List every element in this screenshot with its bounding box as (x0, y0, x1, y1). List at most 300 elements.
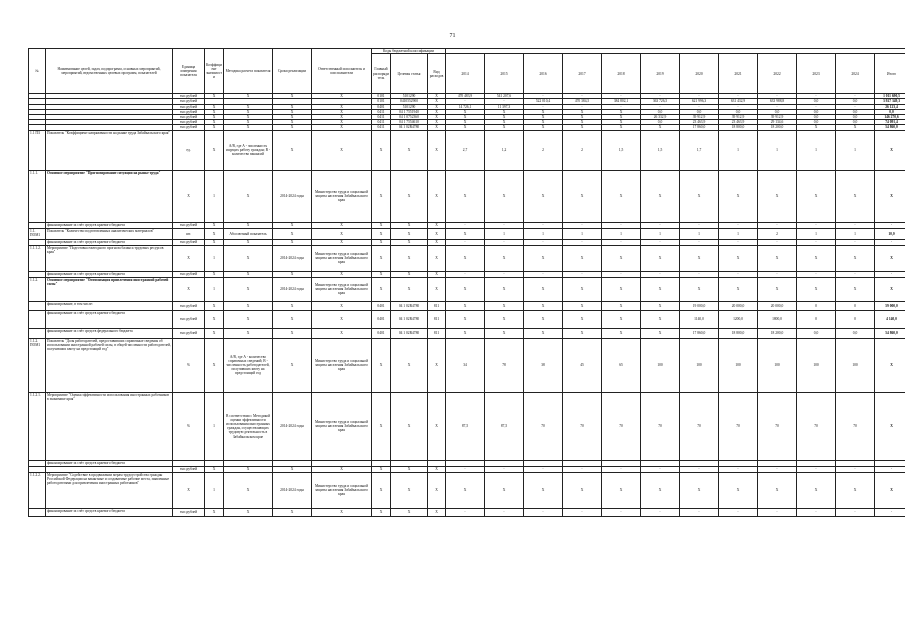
cell-year-value: 100 (758, 338, 797, 392)
cell-resp: X (312, 239, 372, 245)
cell-year-value: - (602, 508, 641, 516)
cell-resp: X (312, 109, 372, 114)
cell-year-value: - (680, 508, 719, 516)
cell-year-value: 38 (524, 338, 563, 392)
cell-year-value: 0 (797, 310, 836, 328)
cell-year-value: X (797, 125, 836, 130)
cell-main: X (372, 170, 391, 222)
cell-year-value: 87,5 (485, 392, 524, 460)
cell-year-value: X (446, 125, 485, 130)
cell-num: 1.1.2.2. (29, 472, 46, 508)
cell-year-value: X (797, 245, 836, 271)
cell-coef: X (205, 130, 224, 170)
table-row (29, 301, 905, 310)
cell-year-value: 39 912,9 (680, 115, 719, 120)
cell-resp: X (312, 120, 372, 125)
cell-article: 04 1 0752360 (391, 115, 428, 120)
cell-method: X (224, 115, 273, 120)
cell-resp: Министерство труда и социальной защиты населения Забайкальского края (312, 392, 372, 460)
cell-year-value: X (797, 277, 836, 301)
cell-name: финансирование за счёт средств краевого бюджета (46, 460, 173, 466)
cell-year-value: - (563, 104, 602, 109)
cell-total: X (875, 130, 905, 170)
cell-year-value: - (758, 239, 797, 245)
cell-year-value: - (524, 104, 563, 109)
cell-year-value: 1,2 (485, 130, 524, 170)
cell-year-value: - (602, 104, 641, 109)
header-unit: Единица измерения показателя (173, 49, 205, 94)
cell-year-value: - (446, 239, 485, 245)
cell-exptype: 811 (428, 310, 446, 328)
cell-year-value: X (758, 170, 797, 222)
program-table-container (28, 48, 901, 517)
cell-article: 04 1 7551940 (391, 109, 428, 114)
cell-year-value: 1,5 (641, 130, 680, 170)
cell-year-value: - (563, 94, 602, 99)
cell-year-value: - (524, 94, 563, 99)
cell-method: X (224, 472, 273, 508)
cell-name: финансирование за счёт средств федерального бюджета (46, 328, 173, 338)
cell-resp: Министерство труда и социальной защиты населения Забайкальского края (312, 170, 372, 222)
cell-year-value: - (680, 466, 719, 472)
cell-article: X (391, 228, 428, 239)
cell-main: 0401 (372, 310, 391, 328)
cell-article: X (391, 170, 428, 222)
cell-year-value: X (563, 120, 602, 125)
cell-name: Показатель "Коэффициент напряженности на рынке труда Забайкальского края" (46, 130, 173, 170)
cell-exptype: X (428, 120, 446, 125)
cell-exptype: X (428, 466, 446, 472)
cell-year-value: X (797, 472, 836, 508)
cell-term: X (273, 338, 312, 392)
cell-method: X (224, 328, 273, 338)
cell-exptype: X (428, 115, 446, 120)
cell-term: X (273, 508, 312, 516)
cell-year-value: X (485, 115, 524, 120)
header-year: 2019 (641, 54, 680, 94)
cell-year-value: X (446, 109, 485, 114)
cell-resp: X (312, 466, 372, 472)
cell-year-value: 70 (524, 392, 563, 460)
cell-year-value: 0,0 (797, 99, 836, 104)
cell-year-value: X (446, 170, 485, 222)
cell-year-value: - (797, 222, 836, 228)
cell-year-value: 0,0 (836, 115, 875, 120)
cell-total: 4 140,0 (875, 310, 905, 328)
cell-year-value: X (446, 310, 485, 328)
cell-year-value: - (836, 508, 875, 516)
cell-method: X (224, 508, 273, 516)
cell-method: А/В, где А - численность ищущих работу граждан; В - количество вакансий (224, 130, 273, 170)
cell-year-value: 0,0 (758, 109, 797, 114)
cell-year-value: 0,0 (797, 328, 836, 338)
cell-resp: X (312, 328, 372, 338)
header-year: 2021 (719, 54, 758, 94)
cell-main: X (372, 228, 391, 239)
cell-year-value: X (563, 310, 602, 328)
cell-year-value: 1,5 (602, 130, 641, 170)
cell-coef: X (205, 466, 224, 472)
cell-year-value: - (563, 222, 602, 228)
cell-resp: Министерство труда и социальной защиты населения Забайкальского края (312, 245, 372, 271)
cell-main: 0411 (372, 115, 391, 120)
cell-year-value: X (602, 472, 641, 508)
cell-exptype: X (428, 338, 446, 392)
cell-year-value: - (758, 104, 797, 109)
cell-year-value: - (836, 271, 875, 277)
cell-year-value: 384 802,1 (602, 99, 641, 104)
cell-year-value: X (524, 120, 563, 125)
cell-method: X (224, 170, 273, 222)
cell-coef: X (205, 310, 224, 328)
cell-coef: X (205, 120, 224, 125)
cell-year-value: X (641, 328, 680, 338)
cell-year-value: 23 463,9 (719, 120, 758, 125)
cell-year-value: 633 988,8 (758, 99, 797, 104)
cell-year-value: 1 (797, 130, 836, 170)
cell-coef: X (205, 94, 224, 99)
table-row (29, 338, 905, 392)
cell-article: 0410552900 (391, 99, 428, 104)
header-year: 2022 (758, 54, 797, 94)
cell-resp: X (312, 222, 372, 228)
cell-year-value: 11 397,3 (485, 104, 524, 109)
cell-year-value: X (836, 277, 875, 301)
cell-resp: X (312, 228, 372, 239)
cell-exptype: X (428, 109, 446, 114)
cell-year-value: - (563, 271, 602, 277)
cell-year-value: 2,7 (446, 130, 485, 170)
cell-year-value: - (719, 271, 758, 277)
cell-term: X (273, 109, 312, 114)
cell-main: X (372, 392, 391, 460)
cell-year-value: X (485, 170, 524, 222)
table-row (29, 228, 905, 239)
cell-exptype: X (428, 392, 446, 460)
cell-year-value: X (446, 301, 485, 310)
cell-resp: X (312, 125, 372, 130)
cell-num: 1.1 ПЗ (29, 130, 46, 170)
cell-unit: тыс.рублей (173, 239, 205, 245)
cell-year-value: X (563, 109, 602, 114)
cell-year-value: 17 860,0 (680, 328, 719, 338)
cell-year-value: - (602, 239, 641, 245)
cell-year-value: - (797, 271, 836, 277)
cell-year-value: - (719, 239, 758, 245)
cell-method: X (224, 104, 273, 109)
cell-unit: ед. (173, 130, 205, 170)
cell-year-value: X (446, 228, 485, 239)
cell-unit: тыс.рублей (173, 115, 205, 120)
cell-year-value: - (485, 99, 524, 104)
cell-year-value: - (524, 466, 563, 472)
cell-year-value: 1 (836, 228, 875, 239)
cell-year-value: - (641, 104, 680, 109)
cell-coef: 1 (205, 392, 224, 460)
cell-exptype: X (428, 508, 446, 516)
cell-unit: шт. (173, 228, 205, 239)
header-main-manager: Главный распорядитель (372, 54, 391, 94)
cell-total: 1 011 690,5 (875, 94, 905, 99)
cell-coef: X (205, 104, 224, 109)
cell-year-value: - (446, 271, 485, 277)
cell-year-value: - (446, 99, 485, 104)
cell-year-value: 621 996,3 (680, 99, 719, 104)
cell-name: Показатель "Доля работодателей, предоставивших справочные сведения об использовании иностранной рабочей силы, в общей численности работодателей, получивших квоту на предстоящий год" (46, 338, 173, 392)
header-total: Итого (875, 54, 905, 94)
cell-year-value: 0,0 (836, 328, 875, 338)
cell-method: X (224, 310, 273, 328)
cell-year-value: 17 860,0 (680, 125, 719, 130)
cell-article: 04 1 02R4780 (391, 301, 428, 310)
cell-year-value: 1 (680, 228, 719, 239)
cell-year-value: X (641, 472, 680, 508)
cell-year-value: X (719, 170, 758, 222)
cell-year-value: X (641, 301, 680, 310)
cell-article: 5101290 (391, 94, 428, 99)
cell-article: 04 1 02R4780 (391, 328, 428, 338)
cell-main: 0401 (372, 328, 391, 338)
cell-year-value: X (446, 277, 485, 301)
cell-year-value: X (680, 472, 719, 508)
cell-term: 2014-2024 годы (273, 392, 312, 460)
cell-year-value: 70 (641, 392, 680, 460)
cell-year-value: - (602, 94, 641, 99)
cell-year-value: X (836, 472, 875, 508)
cell-coef: X (205, 338, 224, 392)
cell-year-value: - (524, 271, 563, 277)
cell-total: - (875, 222, 905, 228)
cell-term: X (273, 130, 312, 170)
cell-method: X (224, 222, 273, 228)
cell-year-value: 87,5 (446, 392, 485, 460)
cell-year-value: 1,7 (680, 130, 719, 170)
cell-coef: X (205, 239, 224, 245)
cell-year-value: X (797, 170, 836, 222)
cell-year-value: - (719, 222, 758, 228)
cell-unit: тыс.рублей (173, 120, 205, 125)
cell-exptype: X (428, 94, 446, 99)
cell-coef: 1 (205, 245, 224, 271)
cell-article: X (391, 239, 428, 245)
cell-unit: тыс.рублей (173, 125, 205, 130)
cell-unit: X (173, 170, 205, 222)
cell-year-value: 70 (836, 392, 875, 460)
cell-term: 2014-2024 годы (273, 277, 312, 301)
cell-exptype: 811 (428, 328, 446, 338)
cell-year-value: X (446, 120, 485, 125)
cell-year-value: - (446, 508, 485, 516)
cell-total: 59 000,0 (875, 301, 905, 310)
cell-num: 1.1. ПОМ1 (29, 228, 46, 239)
cell-term: X (273, 310, 312, 328)
header-name: Наименование целей, задач, подпрограмм, основных мероприятий, мероприятий, ведомственных целевых программ, показателей (46, 49, 173, 94)
cell-year-value: - (485, 239, 524, 245)
cell-year-value: - (641, 222, 680, 228)
cell-resp: X (312, 115, 372, 120)
cell-resp: Министерство труда и социальной защиты населения Забайкальского края (312, 338, 372, 392)
cell-year-value: 34 (446, 338, 485, 392)
cell-year-value: 100 (680, 338, 719, 392)
cell-article: X (391, 222, 428, 228)
cell-total: 74 091,4 (875, 120, 905, 125)
cell-year-value: - (485, 466, 524, 472)
cell-coef: 1 (205, 472, 224, 508)
cell-term: X (273, 228, 312, 239)
cell-year-value: 2 (563, 130, 602, 170)
cell-year-value: 70 (602, 392, 641, 460)
cell-year-value: - (602, 222, 641, 228)
cell-year-value: - (563, 466, 602, 472)
cell-total: - (875, 271, 905, 277)
cell-term: X (273, 222, 312, 228)
cell-year-value: 23 463,9 (680, 120, 719, 125)
cell-total: - (875, 466, 905, 472)
cell-exptype: X (428, 228, 446, 239)
cell-unit: % (173, 392, 205, 460)
cell-year-value: X (602, 245, 641, 271)
cell-year-value: X (563, 125, 602, 130)
cell-exptype: X (428, 130, 446, 170)
cell-resp: X (312, 310, 372, 328)
cell-num: 1.1.2. ПОМ1 (29, 338, 46, 392)
cell-year-value: - (758, 508, 797, 516)
cell-year-value: - (719, 466, 758, 472)
cell-year-value: - (758, 271, 797, 277)
cell-unit: тыс.рублей (173, 222, 205, 228)
cell-unit: тыс.рублей (173, 466, 205, 472)
cell-main: X (372, 245, 391, 271)
cell-year-value: X (641, 245, 680, 271)
cell-year-value: - (680, 222, 719, 228)
cell-exptype: X (428, 239, 446, 245)
cell-coef: X (205, 125, 224, 130)
cell-resp: X (312, 130, 372, 170)
cell-article: X (391, 338, 428, 392)
cell-term: X (273, 328, 312, 338)
cell-year-value: 0,0 (836, 109, 875, 114)
cell-year-value: X (563, 115, 602, 120)
cell-coef: X (205, 222, 224, 228)
cell-total: 54 860,0 (875, 328, 905, 338)
cell-method: X (224, 120, 273, 125)
cell-year-value: - (797, 466, 836, 472)
cell-year-value: - (563, 508, 602, 516)
cell-unit: тыс.рублей (173, 99, 205, 104)
cell-coef: X (205, 228, 224, 239)
cell-year-value: - (719, 508, 758, 516)
cell-name: финансирование за счёт средств краевого бюджета (46, 222, 173, 228)
cell-year-value: 1 (758, 130, 797, 170)
cell-year-value: 0,0 (836, 99, 875, 104)
cell-method: В соответствии с Методикой оценки эффективности использования иностранных граждан, осуществляющих трудовую деятельность в Забайкальском крае (224, 392, 273, 460)
cell-year-value: X (641, 277, 680, 301)
cell-year-value: - (680, 94, 719, 99)
cell-total: 26 123,4 (875, 104, 905, 109)
cell-year-value: X (602, 170, 641, 222)
cell-year-value: - (797, 94, 836, 99)
cell-year-value: - (446, 222, 485, 228)
cell-year-value: X (602, 301, 641, 310)
cell-exptype: X (428, 245, 446, 271)
cell-exptype: X (428, 99, 446, 104)
cell-term: X (273, 239, 312, 245)
cell-year-value: X (446, 245, 485, 271)
cell-term: X (273, 271, 312, 277)
cell-year-value: 0 (836, 301, 875, 310)
cell-year-value: 1 (524, 228, 563, 239)
cell-year-value: 20 000,0 (719, 301, 758, 310)
cell-name: Основное мероприятие "Прогнозирование ситуации на рынке труда" (46, 170, 173, 222)
cell-year-value: - (641, 466, 680, 472)
cell-main: X (372, 472, 391, 508)
cell-total: - (875, 239, 905, 245)
cell-year-value: X (563, 277, 602, 301)
table-row (29, 508, 905, 516)
cell-unit: тыс.рублей (173, 94, 205, 99)
cell-main: X (372, 239, 391, 245)
cell-year-value: X (485, 310, 524, 328)
cell-main: X (372, 466, 391, 472)
cell-term: 2014-2024 годы (273, 472, 312, 508)
cell-num: 1.1.2. (29, 277, 46, 301)
cell-year-value: - (758, 466, 797, 472)
header-term: Сроки реализации (273, 49, 312, 94)
table-row (29, 392, 905, 460)
cell-year-value: X (524, 170, 563, 222)
cell-num: 1.1.1. (29, 170, 46, 222)
cell-num (29, 508, 46, 516)
cell-year-value: 45 (563, 338, 602, 392)
cell-num: 1.1.2.1. (29, 392, 46, 460)
cell-year-value: - (641, 94, 680, 99)
cell-year-value: X (524, 125, 563, 130)
header-coef: Коэффициент значимости (205, 49, 224, 94)
cell-article: X (391, 466, 428, 472)
cell-year-value: X (563, 170, 602, 222)
cell-year-value: 70 (680, 392, 719, 460)
cell-year-value: 100 (797, 338, 836, 392)
cell-coef: 1 (205, 277, 224, 301)
cell-year-value: 1 (719, 228, 758, 239)
cell-main: 0101 (372, 94, 391, 99)
cell-name: финансирование за счёт средств краевого бюджета (46, 508, 173, 516)
cell-num (29, 328, 46, 338)
cell-year-value: X (719, 472, 758, 508)
cell-name: финансирование, в том числе: (46, 301, 173, 310)
header-codes-group: Коды бюджетной классификации (372, 49, 446, 54)
cell-name: Основное мероприятие "Оптимизация привлечения иностранной рабочей силы" (46, 277, 173, 301)
cell-year-value: - (836, 222, 875, 228)
cell-year-value: - (485, 222, 524, 228)
header-method: Методика расчета показателя (224, 49, 273, 94)
cell-name: Показатель "Количество подготовленных аналитических материалов" (46, 228, 173, 239)
cell-method: А/В, где А - количество справочных сведений; В - численность работодателей, получивших квоту на предстоящий год (224, 338, 273, 392)
cell-year-value: X (602, 125, 641, 130)
cell-coef: X (205, 109, 224, 114)
header-year: 2016 (524, 54, 563, 94)
cell-year-value: - (680, 271, 719, 277)
cell-year-value: 470 483,9 (446, 94, 485, 99)
cell-method: Абсолютный показатель (224, 228, 273, 239)
cell-method: X (224, 271, 273, 277)
cell-unit: X (173, 472, 205, 508)
header-target-article: Целевая статья (391, 54, 428, 94)
cell-year-value: X (485, 472, 524, 508)
cell-year-value: X (485, 301, 524, 310)
cell-total: 3 927 349,3 (875, 99, 905, 104)
cell-year-value: 363 726,5 (641, 99, 680, 104)
